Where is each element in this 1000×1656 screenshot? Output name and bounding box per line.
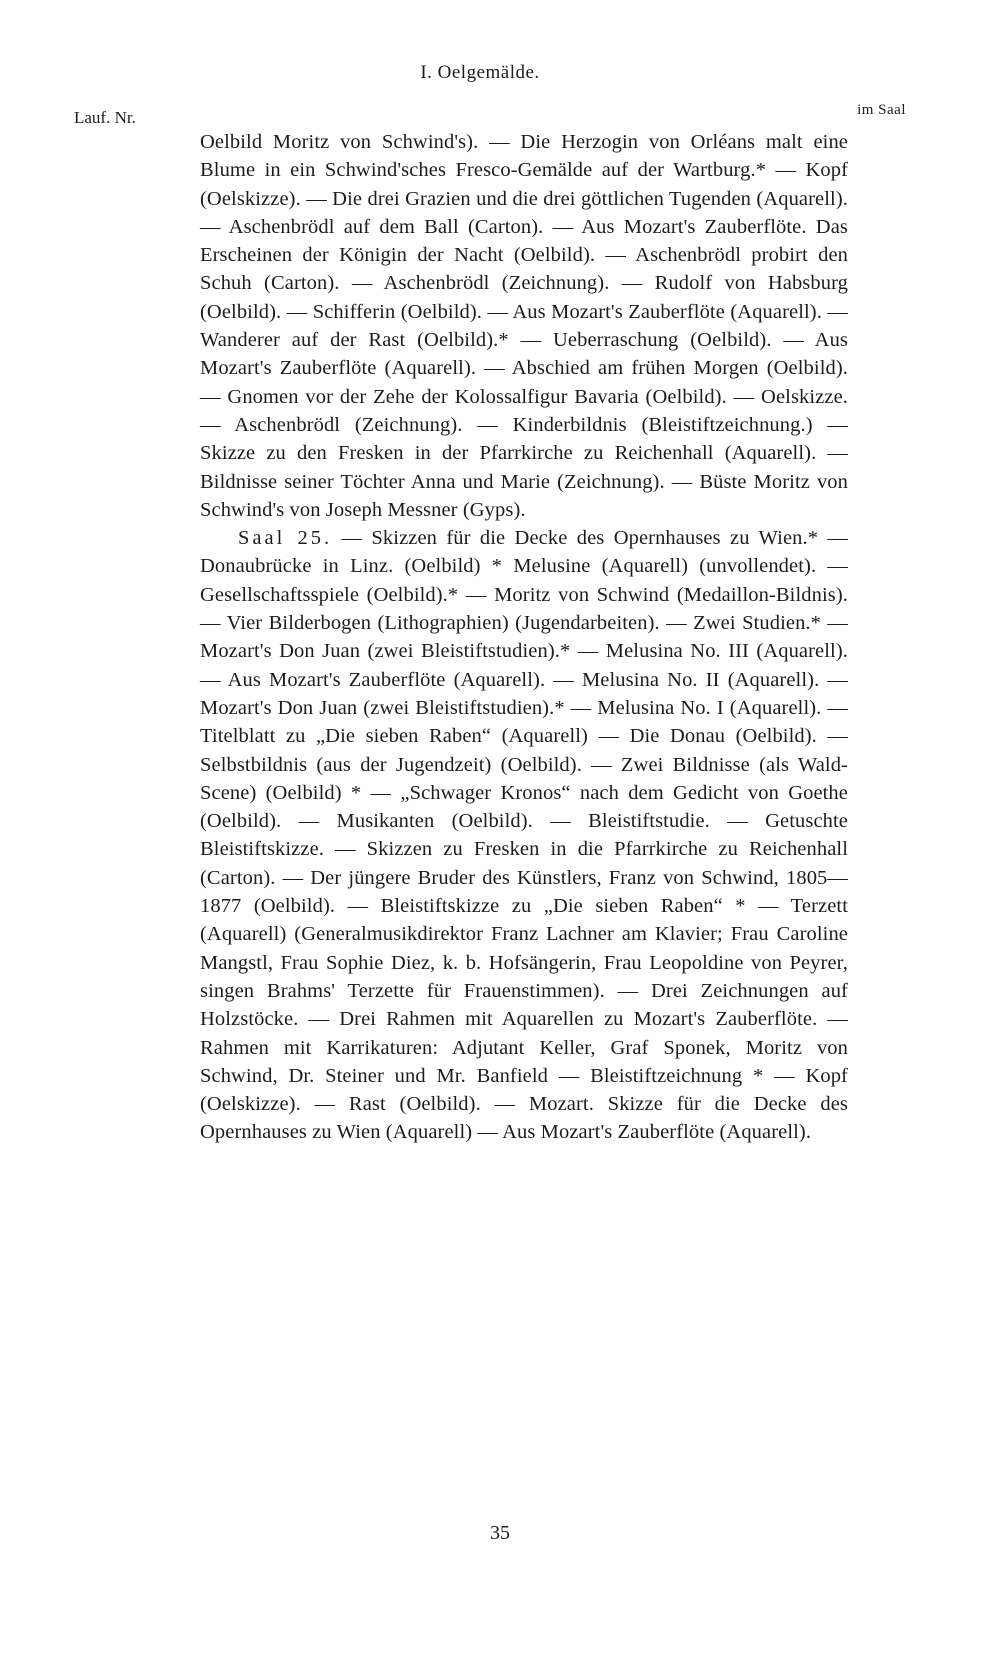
catalog-text <box>200 128 848 1147</box>
saal-label: Saal 25. <box>238 527 333 550</box>
room-column-label: im Saal <box>857 102 906 118</box>
catalog-paragraph-2 <box>200 524 848 1147</box>
catalog-paragraph-2-text: — Skizzen für die Decke des Opernhauses zu Wien.* — Donaubrücke in Linz. (Oelbild) * Melusine (Aquarell) (unvollendet). — Gesellschaftsspiele (Oelbild).* — Moritz von Schwind (Medaillon-Bildnis). — Vier Bilderbogen (Lithographien) (Jugendarbeiten). — Zwei Studien.* — Mozart's Don Juan (zwei Bleistiftstudien).* — Melusina No. III (Aquarell). — Aus Mozart's Zauberflöte (Aquarell). — Melusina No. II (Aquarell). — Mozart's Don Juan (zwei Bleistiftstudien).* — Melusina No. I (Aquarell). — Titelblatt zu „Die sieben Raben“ (Aquarell) — Die Donau (Oelbild). — Selbstbildnis (aus der Jugendzeit) (Oelbild). — Zwei Bildnisse (als Wald-Scene) (Oelbild) * — „Schwager Kronos“ nach dem Gedicht von Goethe (Oelbild). — Musikanten (Oelbild). — Bleistiftstudie. — Getuschte Bleistiftskizze. — Skizzen zu Fresken in die Pfarrkirche zu Reichenhall (Carton). — Der jüngere Bruder des Künstlers, Franz von Schwind, 1805—1877 (Oelbild). — Bleistiftskizze zu „Die sieben Raben“ * — Terzett (Aquarell) (Generalmusikdirektor Franz Lachner am Klavier; Frau Caroline Mangstl, Frau Sophie Diez, k. b. Hofsängerin, Frau Leopoldine von Peyrer, singen Brahms' Terzette für Frauenstimmen). — Drei Zeichnungen auf Holzstöcke. — Drei Rahmen mit Aquarellen zu Mozart's Zauberflöte. — Rahmen mit Karrikaturen: Adjutant Keller, Graf Sponek, Moritz von Schwind, Dr. Steiner und Mr. Banfield — Bleistiftzeichnung * — Kopf (Oelskizze). — Rast (Oelbild). — Mozart. Skizze für die Decke des Opernhauses zu Wien (Aquarell) — Aus Mozart's Zauberflöte (Aquarell). <box>200 527 848 1144</box>
running-number-column-label: Lauf. Nr. <box>74 108 136 127</box>
page-number: 35 <box>490 1522 510 1544</box>
section-title: I. Oelgemälde. <box>420 62 540 83</box>
catalog-paragraph-1: Oelbild Moritz von Schwind's). — Die Herzogin von Orléans malt eine Blume in ein Schwind'sches Fresco-Gemälde auf der Wartburg.* — Kopf (Oelskizze). — Die drei Grazien und die drei göttlichen Tugenden (Aquarell). — Aschenbrödl auf dem Ball (Carton). — Aus Mozart's Zauberflöte. Das Erscheinen der Königin der Nacht (Oelbild). — Aschenbrödl probirt den Schuh (Carton). — Aschenbrödl (Zeichnung). — Rudolf von Habsburg (Oelbild). — Schifferin (Oelbild). — Aus Mozart's Zauberflöte (Aquarell). — Wanderer auf der Rast (Oelbild).* — Ueberraschung (Oelbild). — Aus Mozart's Zauberflöte (Aquarell). — Abschied am frühen Morgen (Oelbild). — Gnomen vor der Zehe der Kolossalfigur Bavaria (Oelbild). — Oelskizze. — Aschenbrödl (Zeichnung). — Kinderbildnis (Bleistiftzeichnung.) — Skizze zu den Fresken in der Pfarrkirche zu Reichenhall (Aquarell). — Bildnisse seiner Töchter Anna und Marie (Zeichnung). — Büste Moritz von Schwind's von Joseph Messner (Gyps). <box>200 131 848 521</box>
